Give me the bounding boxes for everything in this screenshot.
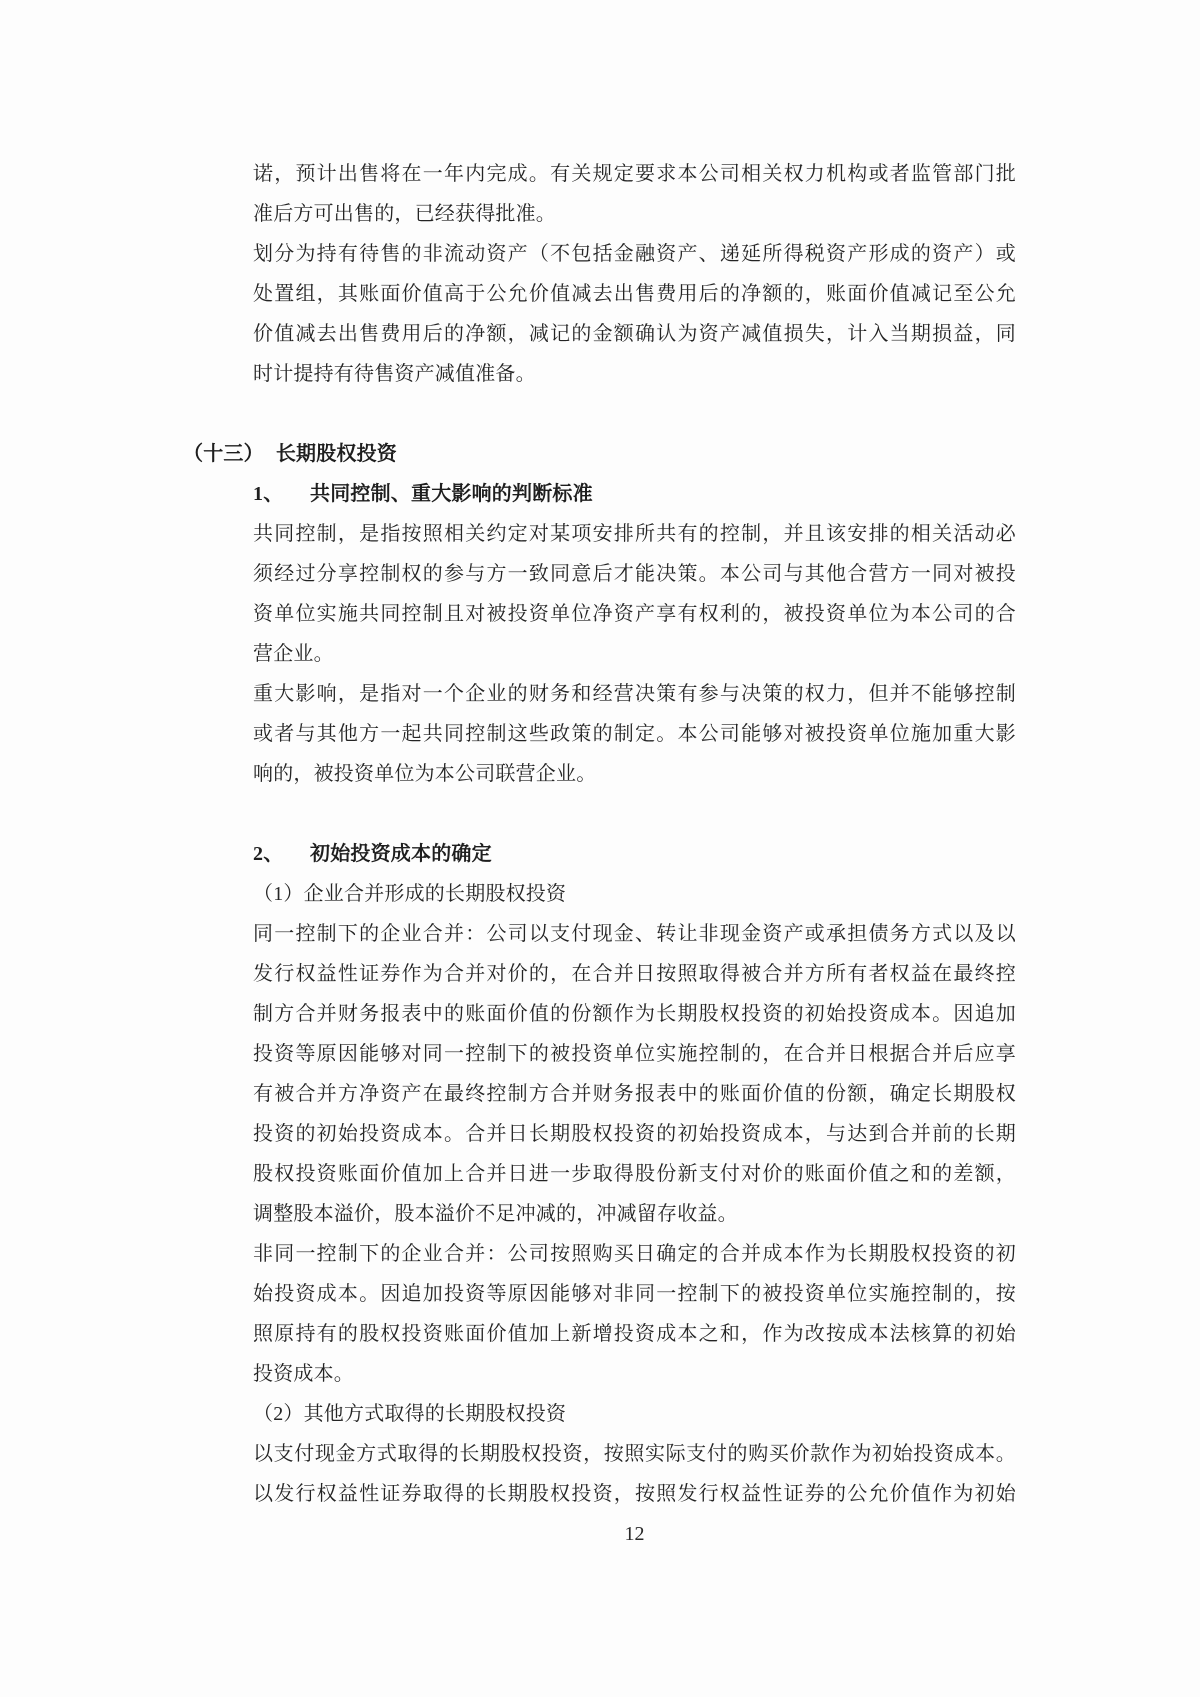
body-line: 制方合并财务报表中的账面价值的份额作为长期股权投资的初始投资成本。因追加: [253, 1003, 1016, 1025]
body-line: 处置组，其账面价值高于公允价值减去出售费用后的净额的，账面价值减记至公允: [253, 283, 1016, 305]
document-body: [183, 154, 1016, 1514]
body-line: 重大影响，是指对一个企业的财务和经营决策有参与决策的权力，但并不能够控制: [253, 683, 1016, 705]
section-heading-title: 长期股权投资: [275, 443, 398, 465]
body-line: 同一控制下的企业合并：公司以支付现金、转让非现金资产或承担债务方式以及以: [253, 923, 1016, 945]
section-heading-13: [183, 434, 1016, 474]
body-line: 诺，预计出售将在一年内完成。有关规定要求本公司相关权力机构或者监管部门批: [253, 163, 1016, 185]
body-line: 划分为持有待售的非流动资产（不包括金融资产、递延所得税资产形成的资产）或: [253, 243, 1016, 265]
body-line: 照原持有的股权投资账面价值加上新增投资成本之和，作为改按成本法核算的初始: [253, 1323, 1016, 1345]
body-line: 非同一控制下的企业合并：公司按照购买日确定的合并成本作为长期股权投资的初: [253, 1243, 1016, 1265]
subsection-number: 1、: [253, 483, 284, 505]
subsection-title: 初始投资成本的确定: [310, 843, 492, 865]
subsection-heading-2: [253, 834, 1016, 874]
body-line: 投资的初始投资成本。合并日长期股权投资的初始投资成本，与达到合并前的长期: [253, 1123, 1016, 1145]
page-number: 12: [624, 1523, 645, 1545]
body-line: 响的，被投资单位为本公司联营企业。: [253, 763, 597, 785]
paragraph-gap: [253, 394, 1016, 434]
body-line: 须经过分享控制权的参与方一致同意后才能决策。本公司与其他合营方一同对被投: [253, 563, 1016, 585]
subsection-number: 2、: [253, 843, 284, 865]
body-line: 有被合并方净资产在最终控制方合并财务报表中的账面价值的份额，确定长期股权: [253, 1083, 1016, 1105]
body-line: 准后方可出售的，已经获得批准。: [253, 203, 556, 225]
body-line: 调整股本溢价，股本溢价不足冲减的，冲减留存收益。: [253, 1203, 738, 1225]
list-item-1: （1）企业合并形成的长期股权投资: [253, 883, 567, 905]
body-line: 以发行权益性证券取得的长期股权投资，按照发行权益性证券的公允价值作为初始: [253, 1483, 1016, 1505]
subsection-heading-1: [253, 474, 1016, 514]
body-line: 发行权益性证券作为合并对价的，在合并日按照取得被合并方所有者权益在最终控: [253, 963, 1016, 985]
list-item-2: （2）其他方式取得的长期股权投资: [253, 1403, 567, 1425]
body-line: 投资成本。: [253, 1363, 354, 1385]
body-line: 资单位实施共同控制且对被投资单位净资产享有权利的，被投资单位为本公司的合: [253, 603, 1016, 625]
body-line: 营企业。: [253, 643, 334, 665]
body-line: 投资等原因能够对同一控制下的被投资单位实施控制的，在合并日根据合并后应享: [253, 1043, 1016, 1065]
body-line: 股权投资账面价值加上合并日进一步取得股份新支付对价的账面价值之和的差额，: [253, 1163, 1016, 1185]
subsection-title: 共同控制、重大影响的判断标准: [310, 483, 593, 505]
section-heading-label: （十三）: [183, 443, 264, 465]
body-line: 始投资成本。因追加投资等原因能够对非同一控制下的被投资单位实施控制的，按: [253, 1283, 1016, 1305]
body-line: 价值减去出售费用后的净额，减记的金额确认为资产减值损失，计入当期损益，同: [253, 323, 1016, 345]
paragraph-gap: [253, 794, 1016, 834]
body-line: 或者与其他方一起共同控制这些政策的制定。本公司能够对被投资单位施加重大影: [253, 723, 1016, 745]
body-line: 时计提持有待售资产减值准备。: [253, 363, 536, 385]
body-line: 以支付现金方式取得的长期股权投资，按照实际支付的购买价款作为初始投资成本。: [253, 1443, 1016, 1465]
body-line: 共同控制，是指按照相关约定对某项安排所共有的控制，并且该安排的相关活动必: [253, 523, 1016, 545]
